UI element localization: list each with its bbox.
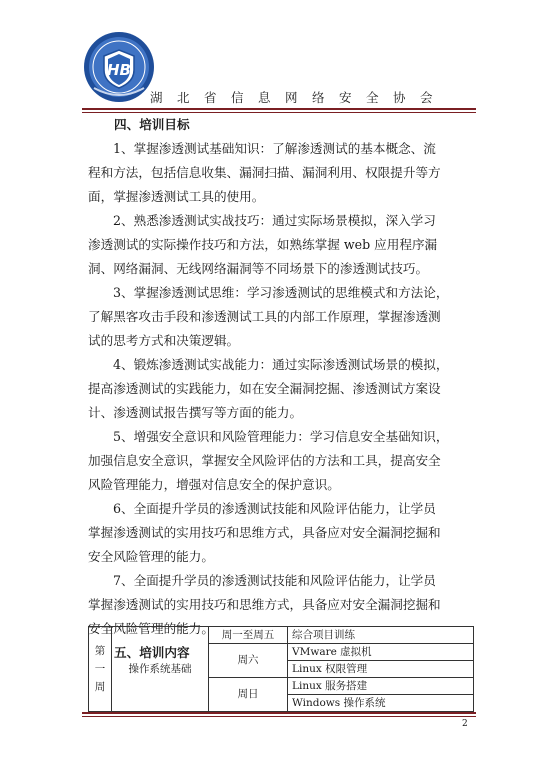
header-divider <box>82 108 476 110</box>
topic-cell: Windows 操作系统 <box>288 695 474 712</box>
paragraph-line: 计、渗透测试报告撰写等方面的能力。 <box>88 405 303 420</box>
paragraph-line: 6、全面提升学员的渗透测试技能和风险评估能力，让学员 <box>113 501 436 516</box>
paragraph-line: 3、掌握渗透测试思维：学习渗透测试的思维模式和方法论， <box>113 285 449 300</box>
topic-cell: 综合项目训练 <box>288 627 474 644</box>
paragraph-line: 2、熟悉渗透测试实战技巧：通过实际场景模拟，深入学习 <box>113 213 436 228</box>
paragraph-line: 提高渗透测试的实践能力，如在安全漏洞挖掘、渗透测试方案设 <box>88 381 441 396</box>
topic-cell: Linux 服务搭建 <box>288 678 474 695</box>
paragraph-line: 5、增强安全意识和风险管理能力：学习信息安全基础知识， <box>113 429 449 444</box>
shield-logo-icon <box>82 30 156 104</box>
goal-paragraph-3 <box>88 281 472 353</box>
goal-paragraph-1 <box>88 137 472 209</box>
paragraph-line: 洞、网络漏洞、无线网络漏洞等不同场景下的渗透测试技巧。 <box>88 261 429 276</box>
day-cell: 周一至周五 <box>209 627 288 644</box>
page-number: 2 <box>462 719 468 729</box>
paragraph-line: 4、锻炼渗透测试实战能力：通过实际渗透测试场景的模拟， <box>113 357 449 372</box>
topic-cell: Linux 权限管理 <box>288 661 474 678</box>
paragraph-line: 了解黑客攻击手段和渗透测试工具的内部工作原理，掌握渗透测 <box>88 309 441 324</box>
paragraph-line: 渗透测试的实际操作技巧和方法，如熟练掌握 web 应用程序漏 <box>88 237 438 252</box>
goal-paragraph-4 <box>88 353 472 425</box>
day-cell: 周六 <box>209 644 288 678</box>
week-cell <box>89 627 112 712</box>
footer-divider <box>82 712 476 714</box>
goal-paragraph-5 <box>88 425 472 497</box>
paragraph-line: 7、全面提升学员的渗透测试技能和风险评估能力，让学员 <box>113 573 436 588</box>
module-cell: 操作系统基础 <box>112 627 209 712</box>
goal-paragraph-6 <box>88 497 472 569</box>
paragraph-line: 面，掌握渗透测试工具的使用。 <box>88 189 265 204</box>
association-logo <box>82 30 156 104</box>
paragraph-line: 安全风险管理的能力。 <box>88 621 214 636</box>
paragraph-line: 风险管理能力，增强对信息安全的保护意识。 <box>88 477 340 492</box>
week-char: 第 <box>94 645 106 657</box>
topic-cell: VMware 虚拟机 <box>288 644 474 661</box>
training-schedule-table <box>88 626 474 712</box>
goal-paragraph-2 <box>88 209 472 281</box>
paragraph-line: 安全风险管理的能力。 <box>88 549 214 564</box>
day-cell: 周日 <box>209 678 288 712</box>
organization-name: 湖北省信息网络安全协会 <box>150 90 448 105</box>
paragraph-line: 程和方法，包括信息收集、漏洞扫描、漏洞利用、权限提升等方 <box>88 165 441 180</box>
footer-divider-thin <box>82 716 476 717</box>
document-body <box>88 113 472 665</box>
paragraph-line: 1、掌握渗透测试基础知识：了解渗透测试的基本概念、流 <box>113 141 436 156</box>
week-char: 一 <box>94 663 106 675</box>
section-title-training-goals: 四、培训目标 <box>114 117 190 132</box>
section-title-training-content: 五、培训内容 <box>114 645 190 660</box>
week-char: 周 <box>94 681 106 693</box>
paragraph-line: 掌握渗透测试的实用技巧和思维方式，具备应对安全漏洞挖掘和 <box>88 597 441 612</box>
paragraph-line: 加强信息安全意识，掌握安全风险评估的方法和工具，提高安全 <box>88 453 441 468</box>
paragraph-line: 试的思考方式和决策逻辑。 <box>88 333 240 348</box>
table-row <box>89 627 474 644</box>
paragraph-line: 掌握渗透测试的实用技巧和思维方式，具备应对安全漏洞挖掘和 <box>88 525 441 540</box>
svg-text:HB: HB <box>107 61 131 79</box>
